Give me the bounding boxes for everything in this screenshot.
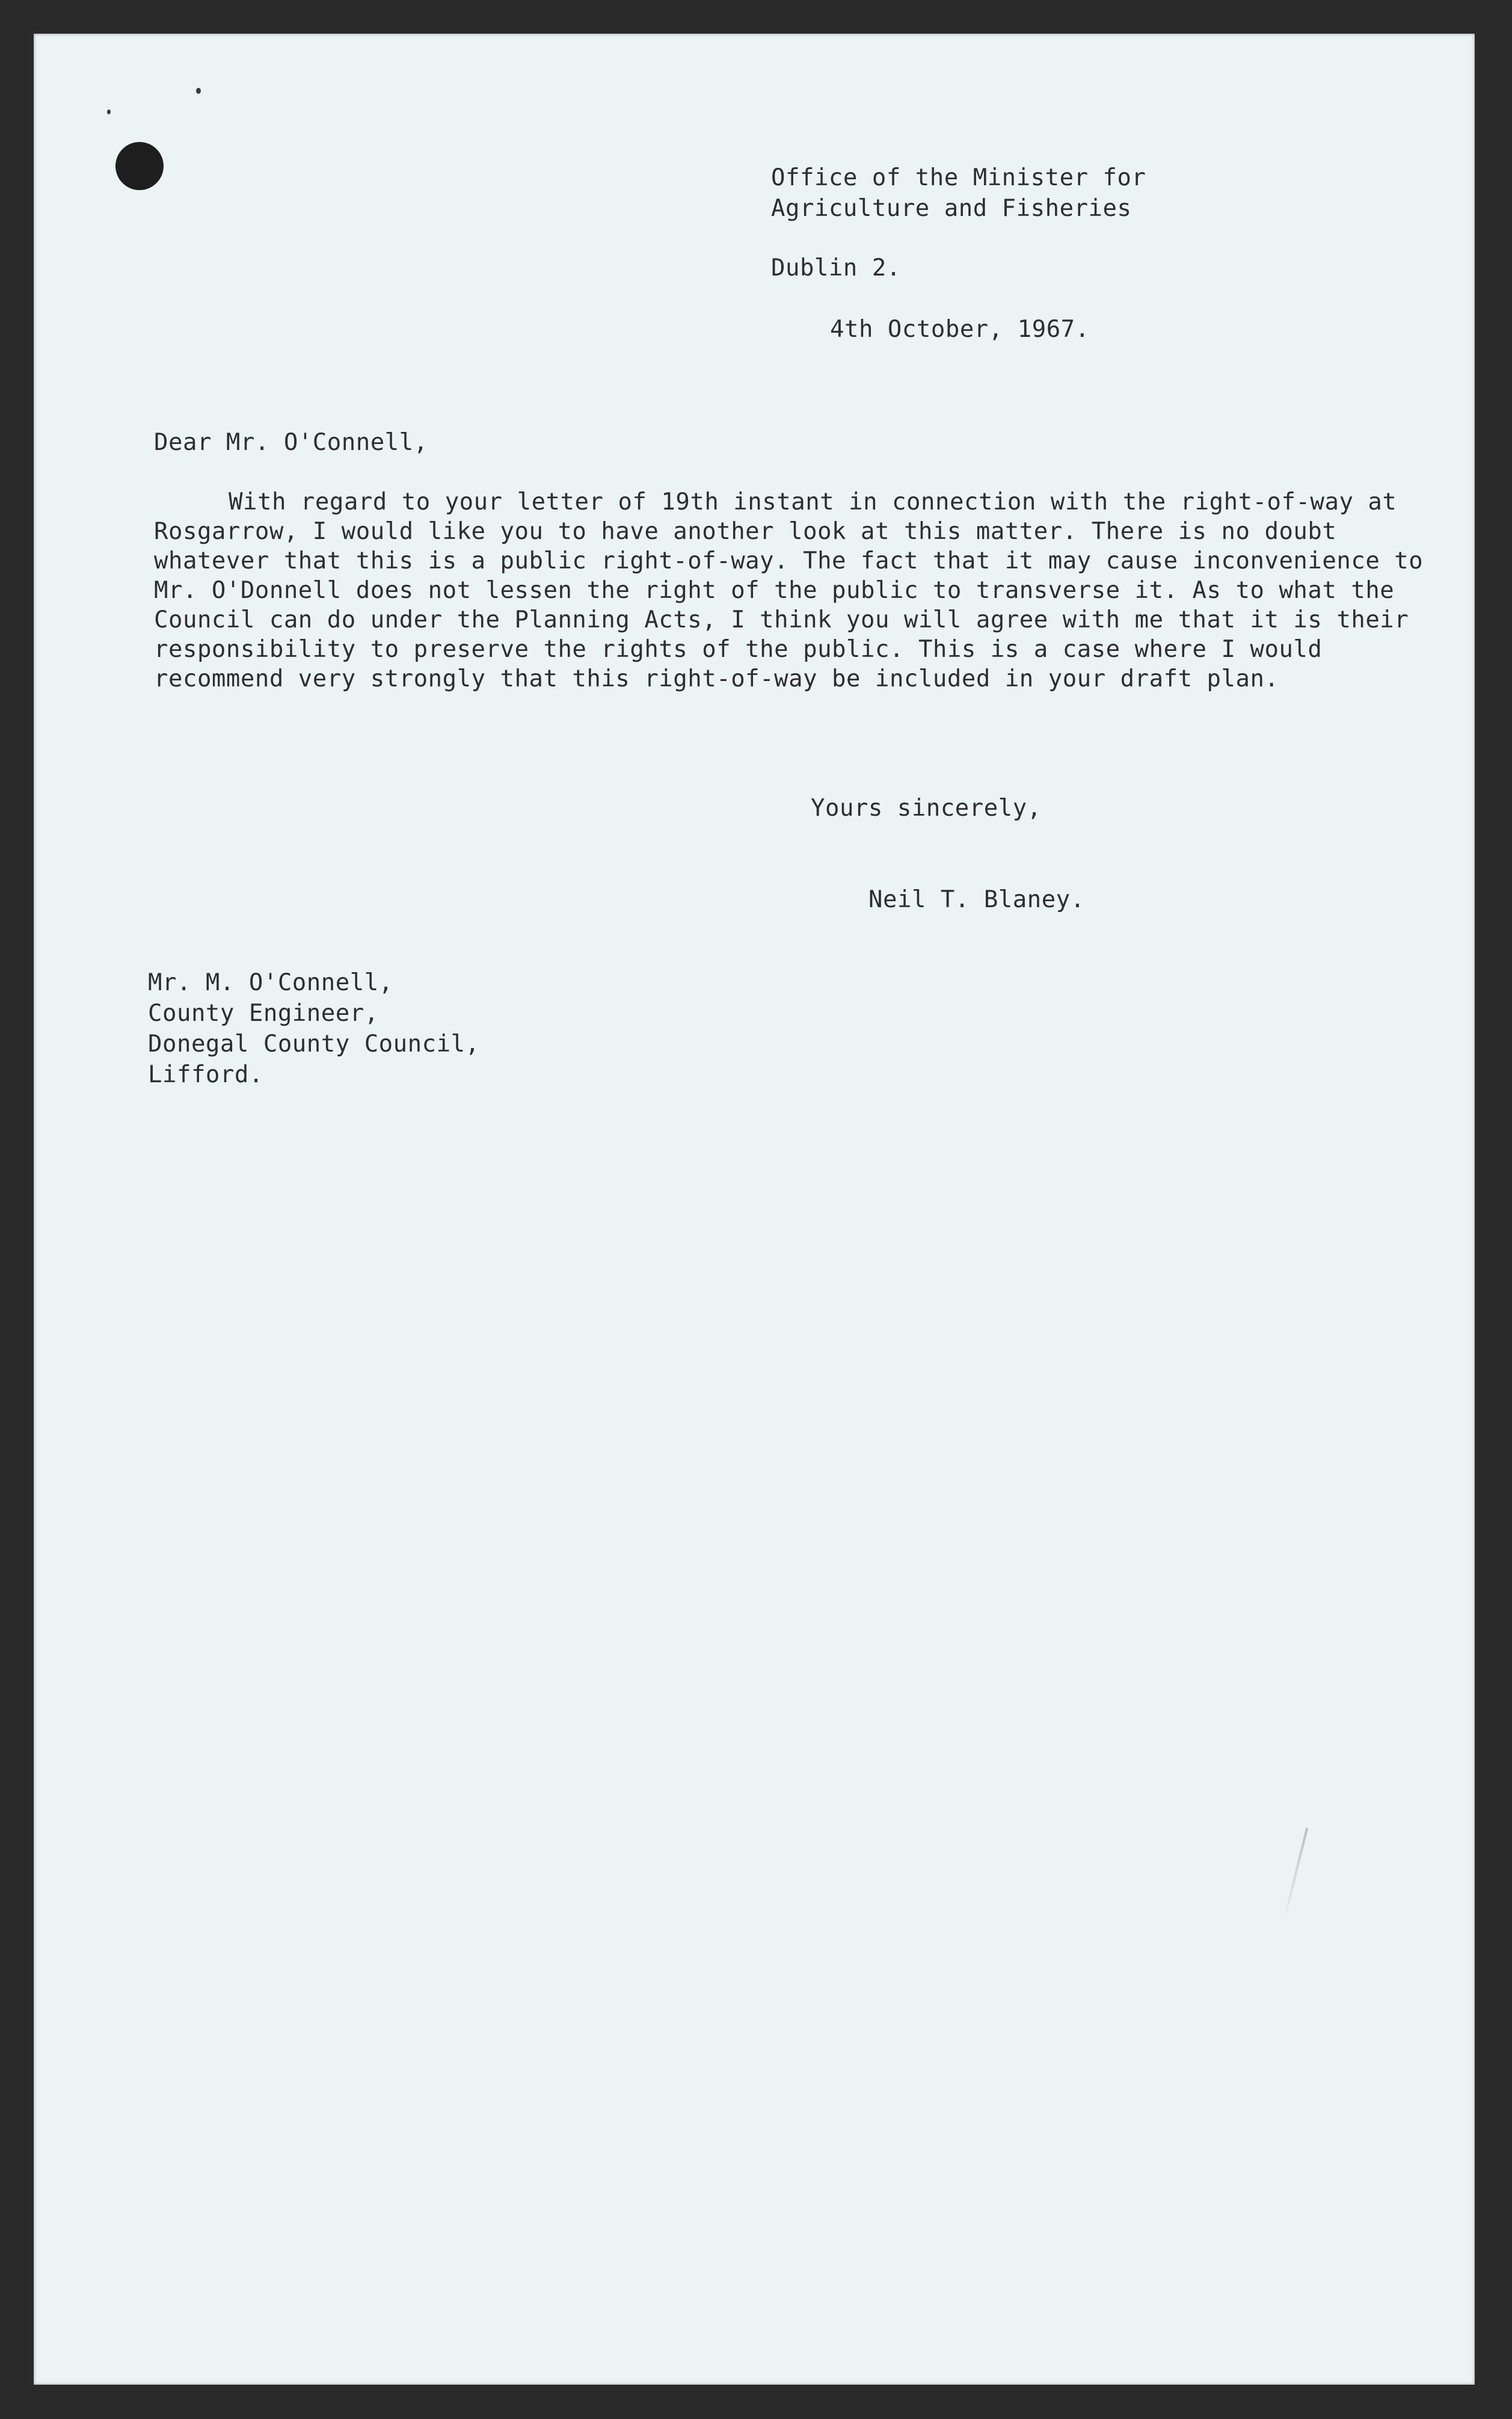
letterhead-line: Agriculture and Fisheries bbox=[771, 195, 1132, 222]
signature: Neil T. Blaney. bbox=[868, 886, 1085, 913]
salutation: Dear Mr. O'Connell, bbox=[154, 429, 428, 456]
letter-date: 4th October, 1967. bbox=[830, 316, 1090, 343]
body-paragraph: With regard to your letter of 19th instant in connection with the right-of-way at Rosgarrow, I would like you to have another look at this matter. There is no doubt whatever that this is a public right-of-way. The fact that it may cause inconvenience to Mr. O'Donnell does not lessen the right of the public to transverse it. As to what the Council can do under the Planning Acts, I think you will agree with me that it is their responsibility to preserve the rights of the public. This is a case where I would recommend very strongly that this right-of-way be included in your draft plan. bbox=[154, 488, 1424, 692]
letter-place: Dublin 2. bbox=[771, 254, 901, 282]
recipient-line: Donegal County Council, bbox=[148, 1031, 480, 1058]
recipient-line: Lifford. bbox=[148, 1061, 263, 1088]
recipient-address bbox=[148, 967, 480, 1090]
closing: Yours sincerely, bbox=[811, 795, 1042, 822]
letterhead-block bbox=[771, 162, 1146, 224]
punch-hole bbox=[115, 142, 164, 190]
recipient-line: Mr. M. O'Connell, bbox=[148, 969, 393, 996]
ink-speck bbox=[107, 109, 111, 114]
letterhead-line: Office of the Minister for bbox=[771, 164, 1146, 191]
pencil-mark bbox=[1283, 1828, 1309, 1921]
recipient-line: County Engineer, bbox=[148, 1000, 379, 1027]
ink-speck bbox=[196, 88, 201, 94]
letter-page bbox=[34, 34, 1475, 2385]
